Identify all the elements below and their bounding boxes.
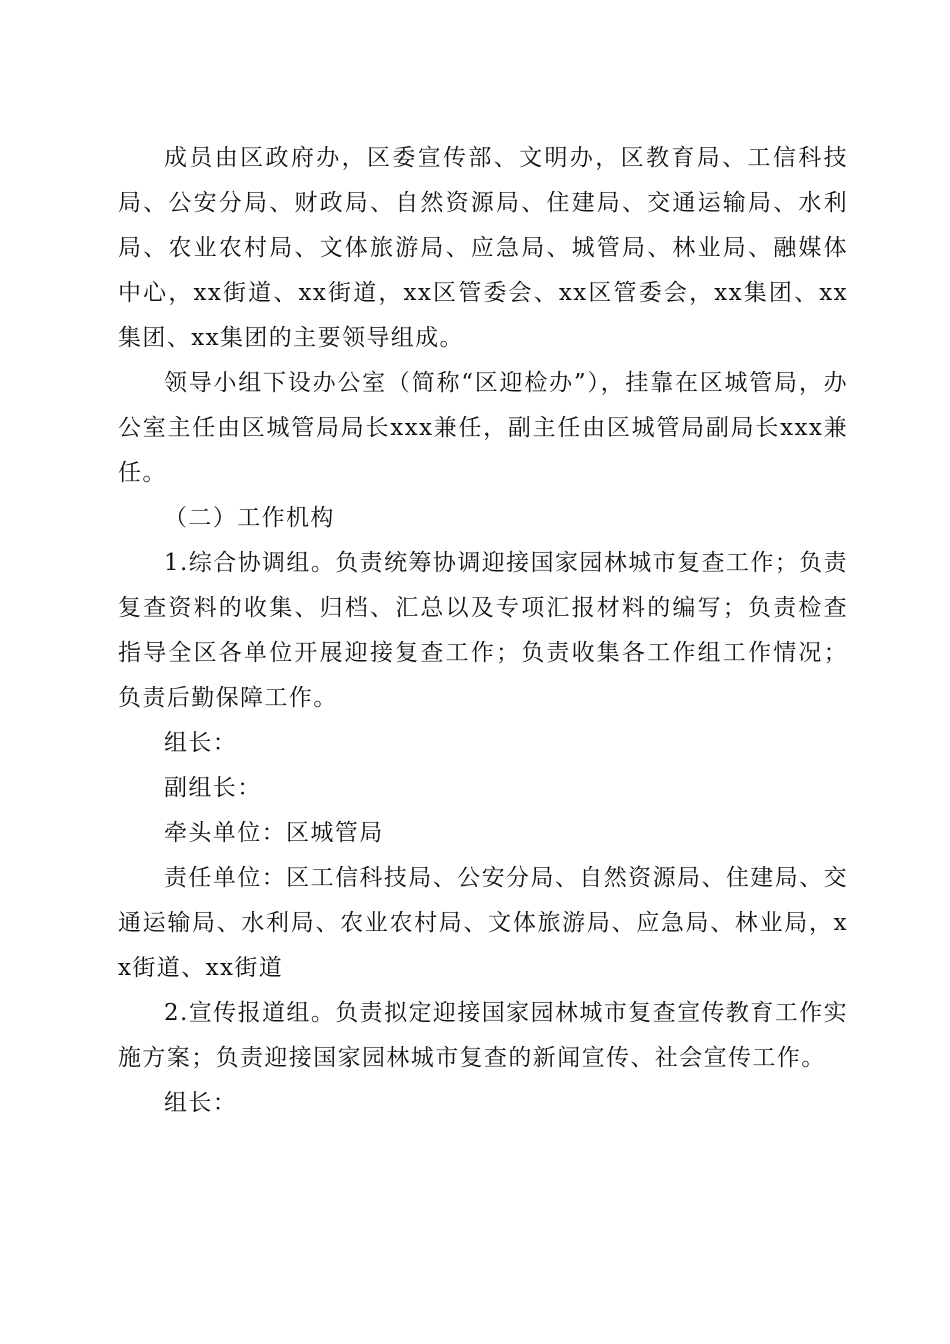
document-body — [118, 136, 848, 1126]
paragraph-group-leader-2: 组长： — [164, 1090, 238, 1116]
section-heading-work-structure: （二）工作机构 — [164, 505, 335, 531]
paragraph-deputy-leader: 副组长： — [164, 775, 262, 801]
paragraph-office: 领导小组下设办公室（简称“区迎检办”），挂靠在区城管局，办公室主任由区城管局局长xxx兼任，副主任由区城管局副局长xxx兼任。 — [118, 370, 848, 486]
paragraph-members: 成员由区政府办，区委宣传部、文明办，区教育局、工信科技局、公安分局、财政局、自然资源局、住建局、交通运输局、水利局、农业农村局、文体旅游局、应急局、城管局、林业局、融媒体中心，xx街道、xx街道，xx区管委会、xx区管委会，xx集团、xx集团、xx集团的主要领导组成。 — [118, 145, 848, 351]
paragraph-coordination-group: 1.综合协调组。负责统筹协调迎接国家园林城市复查工作；负责复查资料的收集、归档、汇总以及专项汇报材料的编写；负责检查指导全区各单位开展迎接复查工作；负责收集各工作组工作情况；负责后勤保障工作。 — [118, 550, 848, 711]
paragraph-lead-unit: 牵头单位：区城管局 — [164, 820, 384, 846]
paragraph-responsible-units: 责任单位：区工信科技局、公安分局、自然资源局、住建局、交通运输局、水利局、农业农村局、文体旅游局、应急局、林业局，xx街道、xx街道 — [118, 865, 848, 981]
paragraph-group-leader: 组长： — [164, 730, 238, 756]
paragraph-publicity-group: 2.宣传报道组。负责拟定迎接国家园林城市复查宣传教育工作实施方案；负责迎接国家园林城市复查的新闻宣传、社会宣传工作。 — [118, 1000, 848, 1071]
